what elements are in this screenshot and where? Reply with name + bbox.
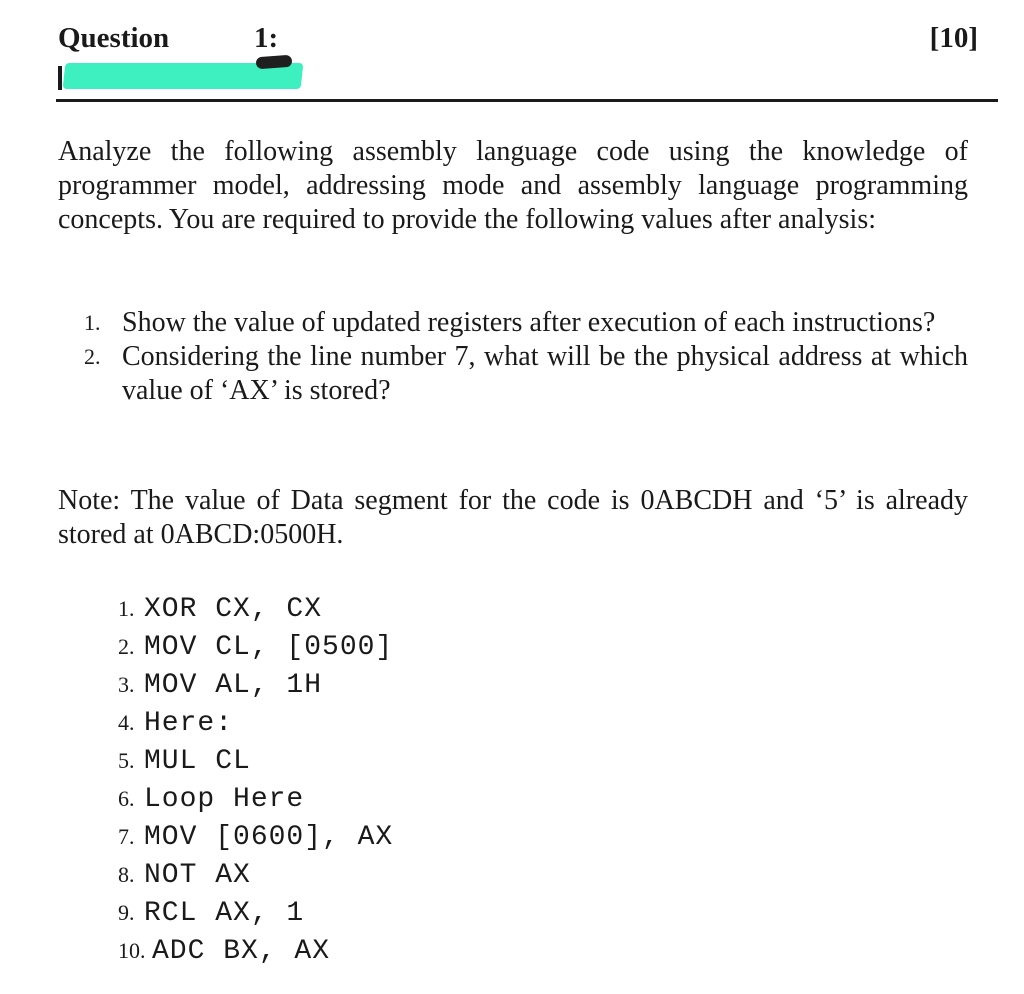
note-paragraph: Note: The value of Data segment for the code is 0ABCDH and ‘5’ is already stored at 0ABCD:0500H. [58, 485, 968, 550]
question-marks: [10] [929, 22, 978, 54]
list-item-number: 2. [84, 344, 101, 369]
code-line-number: 10. [118, 938, 146, 963]
header-divider [56, 99, 998, 102]
code-listing [118, 590, 393, 970]
code-instruction: RCL AX, 1 [144, 898, 305, 929]
code-line-number: 8. [118, 862, 135, 887]
code-line [118, 856, 393, 894]
code-line-number: 6. [118, 786, 135, 811]
code-line [118, 704, 393, 742]
list-item-number: 1. [84, 310, 101, 335]
list-item-text: Show the value of updated registers after execution of each instructions? [122, 307, 936, 338]
code-line-number: 3. [118, 672, 135, 697]
code-instruction: ADC BX, AX [152, 936, 331, 967]
redaction-scribble [256, 55, 293, 69]
code-instruction: MOV AL, 1H [144, 670, 323, 701]
intro-paragraph: Analyze the following assembly language code using the knowledge of programmer model, addressing mode and assembly language programming concepts. You are required to provide the following values after analysis: [58, 136, 968, 235]
code-instruction: MUL CL [144, 746, 251, 777]
question-header [58, 22, 978, 62]
question-number: 1: [254, 22, 279, 54]
code-line-number: 7. [118, 824, 135, 849]
code-instruction: NOT AX [144, 860, 251, 891]
list-item-text: Considering the line number 7, what will be the physical address at which value of ‘AX’ is stored? [122, 341, 968, 406]
question-list [84, 306, 968, 408]
code-line-number: 5. [118, 748, 135, 773]
code-line [118, 666, 393, 704]
code-line-number: 4. [118, 710, 135, 735]
code-instruction: MOV CL, [0500] [144, 632, 394, 663]
code-line-number: 9. [118, 900, 135, 925]
bracket-mark [58, 66, 62, 90]
code-line-number: 2. [118, 634, 135, 659]
code-line-number: 1. [118, 596, 135, 621]
code-line [118, 590, 393, 628]
code-line [118, 894, 393, 932]
code-line [118, 932, 393, 970]
question-label: Question [58, 22, 170, 54]
code-line [118, 818, 393, 856]
code-instruction: XOR CX, CX [144, 594, 323, 625]
code-line [118, 742, 393, 780]
code-instruction: MOV [0600], AX [144, 822, 394, 853]
code-line [118, 628, 393, 666]
code-instruction: Loop Here [144, 784, 305, 815]
list-item [84, 340, 968, 408]
list-item [84, 306, 968, 340]
code-line [118, 780, 393, 818]
code-instruction: Here: [144, 708, 234, 739]
